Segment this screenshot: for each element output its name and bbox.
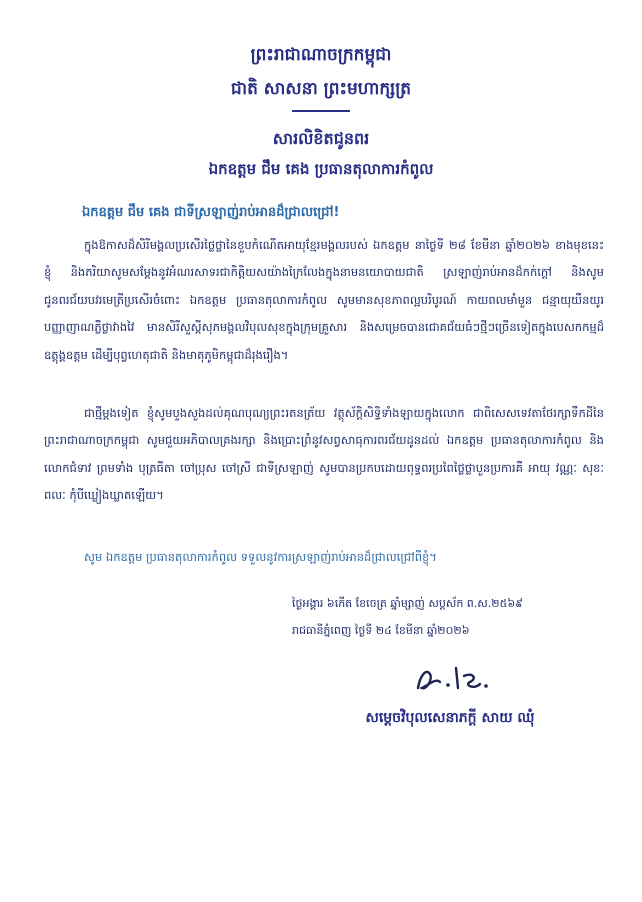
body-paragraph-1: ក្នុងឱកាសដ៏សិរីមង្គលប្រសើរថ្លៃថ្លានៃខួបកំណើតអាយុខ្មែរមង្គលរបស់ ឯកឧត្តម នាថ្ងៃទី ២៨ ខែមីនា ឆ្នាំ២០២៦ ខាងមុខនេះ ខ្ញុំ និងភរិយាសូមសម្តែងនូវអំណរសាទរជាកិត្តិយសយ៉ាងក្រៃលែងក្នុងនាមនយោបាយជាតិ ស្រឡាញ់រាប់អានដ៏កក់ក្តៅ និងសូមជូនពរជ័យបវរមេត្រីប្រសើរចំពោះ ឯកឧត្តម ប្រធានតុលាការកំពូល សូមមានសុខភាពល្អបរិបូរណ៍ កាយពលមាំមួន ជន្មាយុយឺនយូរ បញ្ញាញាណភ្លឺថ្លាវាងវៃ មានសិរីសួស្តីសុភមង្គលវិបុលសុខក្នុងក្រុមគ្រួសារ និងសម្រេចបានជោគជ័យធំៗថ្មីៗច្រើនទៀតក្នុងបេសកកម្មដ៏ឧត្តុង្គឧត្តម ដើម្បីបុព្វហេតុជាតិ និងមាតុភូមិកម្ពុជាដ៏រុងរឿង។ bbox=[44, 238, 604, 362]
letter-recipient: ឯកឧត្តម ជឹម គេង ប្រធានតុលាការកំពូល bbox=[208, 160, 434, 178]
closing-line: សូម ឯកឧត្តម ប្រធានតុលាការកំពូល ទទួលនូវការស្រឡាញ់រាប់អានដ៏ជ្រាលជ្រៅពីខ្ញុំ។ bbox=[84, 550, 437, 564]
signatory-name: សម្តេចវិបុលសេនាភក្តី សាយ ឈុំ bbox=[365, 710, 535, 726]
body-paragraph-2: ជាថ្មីម្តងទៀត ខ្ញុំសូមបួងសួងដល់គុណបុណ្យព្រះរតនត្រ័យ វត្ថុស័ក្តិសិទ្ធិទាំងឡាយក្នុងលោក ជាពិសេសទេវតាថែរក្សាទឹកដីនៃព្រះរាជាណាចក្រកម្ពុជា សូមជួយអភិបាលគ្រងរក្សា និងប្រោះព្រំនូវសព្វសាធុការពរជ័យដូនដល់ ឯកឧត្តម ប្រធានតុលាការកំពូល និងលោកជំទាវ ព្រមទាំង បុត្រធីតា ចៅប្រុស ចៅស្រី ជាទីស្រឡាញ់ សូមបានប្រកបដោយពុទ្ធពរប្រពៃថ្លៃថ្លាបួនប្រការគឺ អាយុ វណ្ណៈ សុខៈ ពលៈ កុំបីឃ្លៀងឃ្លាតឡើយ។ bbox=[44, 406, 604, 503]
kingdom-heading: ព្រះរាជាណាចក្រកម្ពុជា bbox=[250, 45, 392, 65]
letter-title: សារលិខិតជូនពរ bbox=[272, 129, 370, 148]
header-divider bbox=[292, 110, 350, 112]
handwritten-signature bbox=[412, 658, 502, 702]
lunar-date: ថ្ងៃអង្គារ ៦កើត ខែចេត្រ ឆ្នាំម្សាញ់ សប្តស័ក ព.ស.២៥៦៩ bbox=[292, 597, 523, 610]
national-motto: ជាតិ សាសនា ព្រះមហាក្សត្រ bbox=[230, 79, 412, 99]
place-and-date: រាជធានីភ្នំពេញ ថ្ងៃទី ២៤ ខែមីនា ឆ្នាំ២០២៦ bbox=[292, 624, 470, 637]
salutation: ឯកឧត្តម ជឹម គេង ជាទីស្រឡាញ់រាប់អានដ៏ជ្រាលជ្រៅ! bbox=[82, 205, 340, 220]
